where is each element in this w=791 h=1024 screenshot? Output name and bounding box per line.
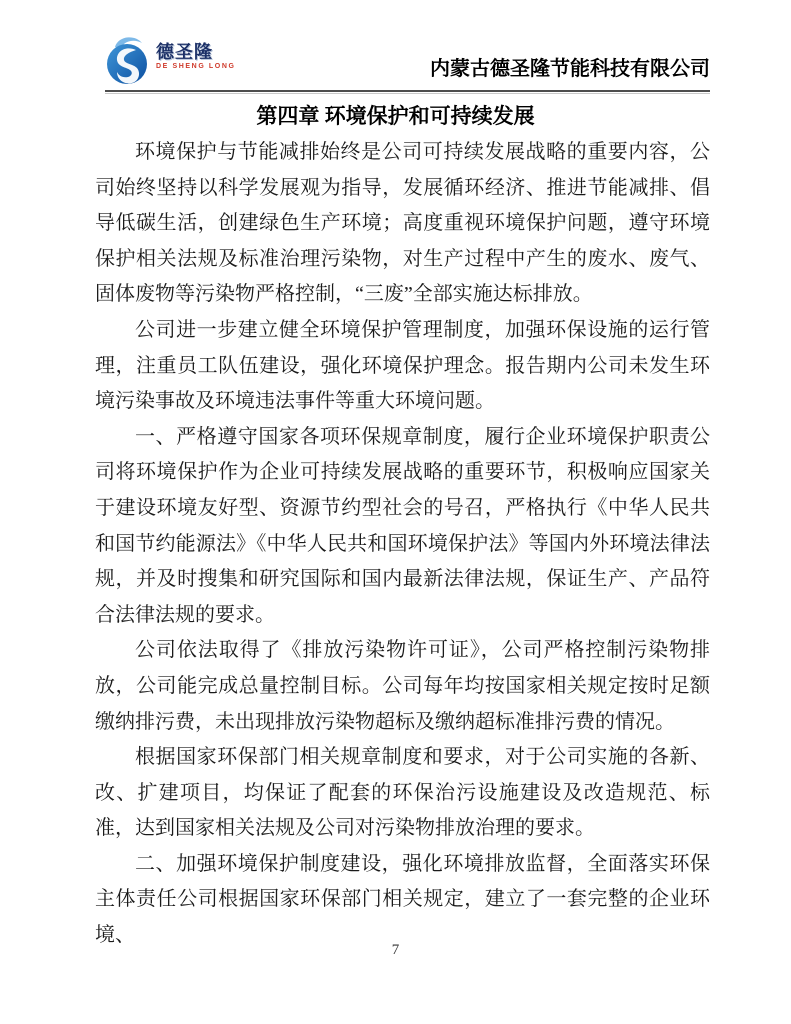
paragraph-3: 一、严格遵守国家各项环保规章制度，履行企业环境保护职责公司将环境保护作为企业可持续发展战略的重要环节，积极响应国家关于建设环境友好型、资源节约型社会的号召，严格执行《中华人民共和国节约能源法》《中华人民共和国环境保护法》等国内外环境法律法规，并及时搜集和研究国际和国内最新法律法规，保证生产、产品符合法律法规的要求。 — [95, 425, 710, 626]
company-name: 内蒙古德圣隆节能科技有限公司 — [430, 58, 710, 80]
paragraph-1: 环境保护与节能减排始终是公司可持续发展战略的重要内容，公司始终坚持以科学发展观为指导，发展循环经济、推进节能减排、倡导低碳生活，创建绿色生产环境；高度重视环境保护问题，遵守环境保护相关法规及标准治理污染物，对生产过程中产生的废水、废气、固体废物等污染物严格控制，“三废”全部实施达标排放。 — [95, 141, 710, 306]
paragraph-6: 二、加强环境保护制度建设，强化环境排放监督，全面落实环保主体责任公司根据国家环保部门相关规定，建立了一套完整的企业环境、 — [95, 852, 710, 947]
paragraph-2: 公司进一步建立健全环境保护管理制度，加强环保设施的运行管理，注重员工队伍建设，强化环境保护理念。报告期内公司未发生环境污染事故及环境违法事件等重大环境问题。 — [95, 318, 710, 413]
dsl-dragon-logo-icon — [105, 34, 151, 86]
company-logo — [105, 34, 236, 86]
document-body — [95, 135, 710, 954]
brand-name-cn: 德圣隆 — [156, 42, 213, 62]
brand-name-en: DE SHENG LONG — [156, 63, 236, 70]
paragraph-5: 根据国家环保部门相关规章制度和要求，对于公司实施的各新、改、扩建项目，均保证了配套的环保治污设施建设及改造规范、标准，达到国家相关法规及公司对污染物排放治理的要求。 — [95, 746, 710, 840]
page-header — [95, 34, 710, 94]
header-row — [95, 34, 710, 86]
chapter-title: 第四章 环境保护和可持续发展 — [256, 104, 535, 128]
header-divider — [105, 90, 710, 94]
page-number: 7 — [391, 942, 400, 958]
logo-text — [156, 43, 236, 77]
paragraph-4: 公司依法取得了《排放污染物许可证》，公司严格控制污染物排放，公司能完成总量控制目标。公司每年均按国家相关规定按时足额缴纳排污费，未出现排放污染物超标及缴纳超标准排污费的情况。 — [95, 639, 710, 733]
